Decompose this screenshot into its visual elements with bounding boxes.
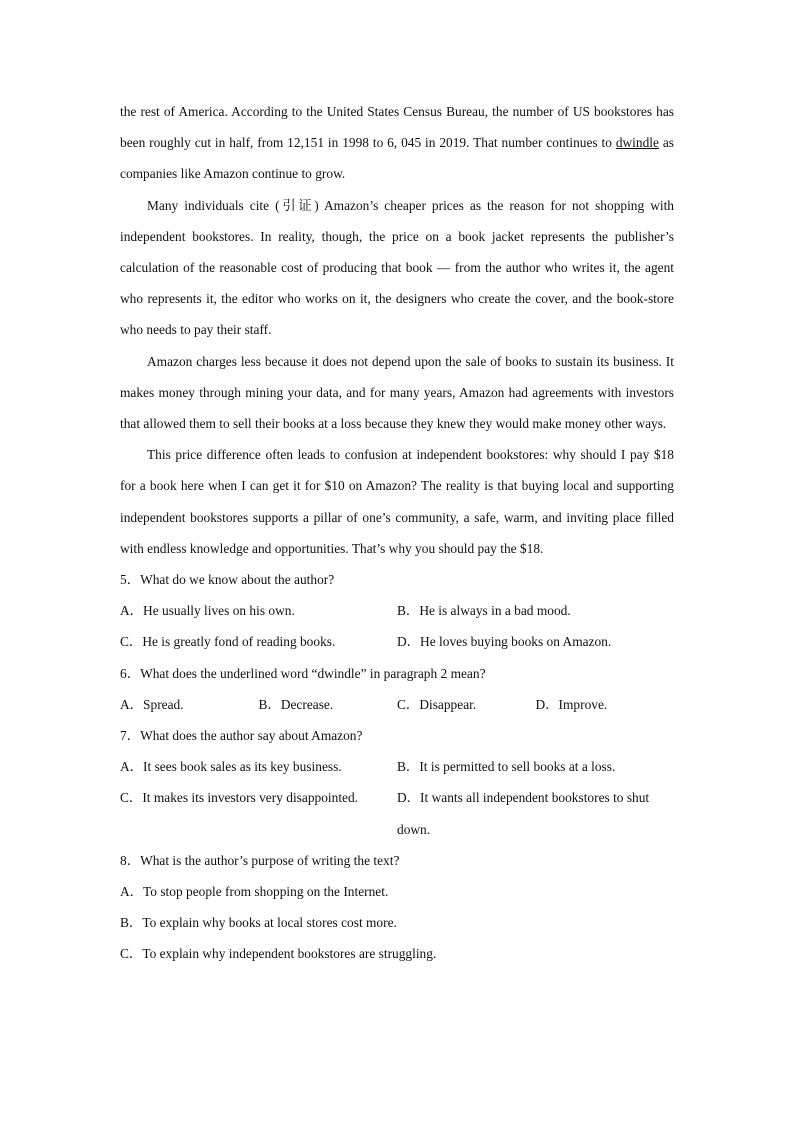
underlined-word-dwindle: dwindle: [615, 135, 659, 151]
question-7-options-row-2: [120, 782, 674, 844]
question-8-stem: 8．What is the author’s purpose of writing the text?: [120, 852, 400, 868]
question-6-option-b: B．Decrease.: [258, 696, 334, 712]
passage-paragraph-1: [120, 96, 674, 190]
question-5-options-row-1: [120, 595, 674, 626]
paragraph-1-text-after: as companies like Amazon continue to grow.: [120, 135, 674, 182]
question-5-option-a: A．He usually lives on his own.: [120, 603, 295, 619]
question-5-stem: 5．What do we know about the author?: [120, 572, 335, 588]
document-page: [120, 96, 674, 970]
question-5-option-d: D．He loves buying books on Amazon.: [397, 634, 612, 650]
question-7-option-b: B．It is permitted to sell books at a loss.: [397, 759, 616, 775]
question-7-options-row-1: [120, 751, 674, 782]
question-7-stem: 7．What does the author say about Amazon?: [120, 728, 363, 744]
paragraph-1-text-before: the rest of America. According to the United States Census Bureau, the number of US bookstores has been roughly cut in half, from 12,151 in 1998 to 6, 045 in 2019. That number continues to: [120, 104, 674, 151]
question-7-option-c: C．It makes its investors very disappointed.: [120, 790, 359, 806]
question-7-option-a: A．It sees book sales as its key business.: [120, 759, 342, 775]
passage-paragraph-3: Amazon charges less because it does not depend upon the sale of books to sustain its business. It makes money through mining your data, and for many years, Amazon had agreements with investors that allowed them to sell their books at a loss because they knew they would make money other ways.: [120, 353, 674, 432]
question-5-option-b: B．He is always in a bad mood.: [397, 603, 571, 619]
question-6-option-d: D．Improve.: [535, 696, 608, 712]
question-8-option-b: B．To explain why books at local stores cost more.: [120, 915, 397, 931]
question-6-options-row: [120, 689, 674, 720]
question-7-option-d: D．It wants all independent bookstores to shut down.: [397, 790, 650, 837]
question-8-option-a: A．To stop people from shopping on the Internet.: [120, 884, 389, 900]
question-5-options-row-2: [120, 626, 674, 657]
passage-paragraph-2: Many individuals cite (引证) Amazon’s cheaper prices as the reason for not shopping with independent bookstores. In reality, though, the price on a book jacket represents the publisher’s calculation of the reasonable cost of producing that book — from the author who writes it, the agent who represents it, the editor who works on it, the designers who create the cover, and the book-store who needs to pay their staff.: [120, 197, 674, 338]
question-5-option-c: C．He is greatly fond of reading books.: [120, 634, 336, 650]
passage-paragraph-4: This price difference often leads to confusion at independent bookstores: why should I pay $18 for a book here when I can get it for $10 on Amazon? The reality is that buying local and supporting independent bookstores supports a pillar of one’s community, a safe, warm, and inviting place filled with endless knowledge and opportunities. That’s why you should pay the $18.: [120, 447, 674, 556]
question-6-option-a: A．Spread.: [120, 696, 184, 712]
question-6-option-c: C．Disappear.: [397, 696, 477, 712]
question-8-option-c: C．To explain why independent bookstores are struggling.: [120, 946, 437, 962]
question-6-stem: 6．What does the underlined word “dwindle” in paragraph 2 mean?: [120, 665, 486, 681]
